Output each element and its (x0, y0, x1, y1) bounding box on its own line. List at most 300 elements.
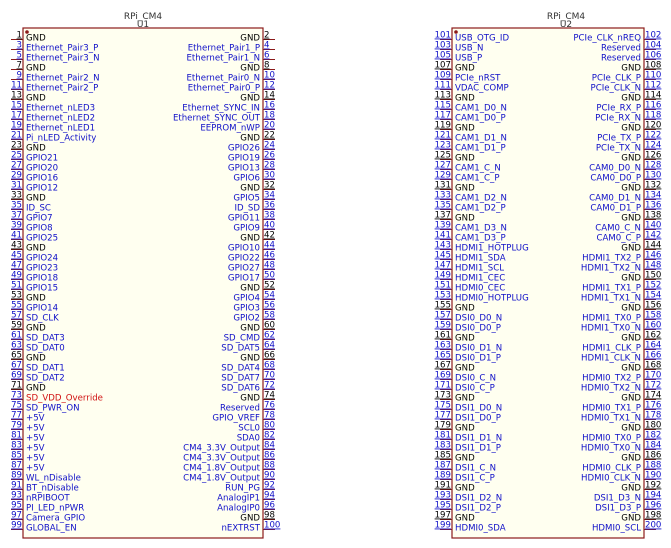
pin-number: 170 (645, 370, 662, 381)
pin-number: 193 (434, 490, 451, 501)
pin-number: 91 (11, 480, 22, 491)
pin-name: HDMI0_SDA (455, 523, 506, 534)
pin-name: GND (240, 393, 260, 404)
pin-name: GND (455, 183, 475, 194)
pin-number: 200 (645, 520, 662, 531)
pin-number: 167 (434, 360, 451, 371)
pin-name: CAM1_D3_N (455, 223, 507, 234)
pin-name: GPIO2 (233, 313, 260, 324)
pin-number: 189 (434, 470, 451, 481)
pin-name: PCIe_CLK_P (591, 73, 641, 84)
pin-number: 54 (264, 290, 275, 301)
pin-number: 178 (645, 410, 662, 421)
pin-name: CAM0_C_N (595, 223, 641, 234)
pin-number: 14 (264, 90, 275, 101)
pin-name: PCIe_TX_P (597, 133, 641, 144)
pin-name: GND (455, 303, 475, 314)
pin-name: SD_DAT6 (221, 383, 260, 394)
pin-name: GND (240, 283, 260, 294)
pin-name: Reserved (601, 53, 641, 64)
pin-name: CM4_3.3V_Output (183, 453, 260, 464)
pin-name: SCL0 (238, 423, 260, 434)
pin-name: GND (621, 393, 641, 404)
pin-number: 135 (434, 200, 451, 211)
pin-name: SD_DAT2 (26, 373, 65, 384)
pin-number: 139 (434, 220, 451, 231)
pin-name: PCIe_RX_N (595, 113, 641, 124)
pin-number: 153 (434, 290, 451, 301)
pin-number: 36 (264, 200, 275, 211)
pin-name: AnalogIP0 (217, 503, 260, 514)
pin-name: Ethernet_Pair0_N (186, 73, 260, 84)
pin-name: GPIO17 (227, 273, 260, 284)
pin-name: DSI1_D3_P (595, 503, 641, 514)
pin-name: GPIO15 (26, 283, 59, 294)
pin-number: 121 (434, 130, 451, 141)
pin-name: ID_SC (26, 203, 51, 214)
pin-name: Ethernet_Pair3_N (26, 53, 100, 64)
pin-number: 12 (264, 80, 275, 91)
pin-number: 110 (645, 70, 662, 81)
pin-number: 116 (645, 100, 662, 111)
pin-name: HDMI0_SCL (591, 523, 641, 534)
pin-number: 156 (645, 300, 662, 311)
pin-number: 132 (645, 180, 662, 191)
pin-number: 72 (264, 380, 275, 391)
pin-name: GND (26, 193, 46, 204)
pin-name: +5V (26, 463, 45, 474)
pin-name: GND (621, 513, 641, 524)
pin-number: 119 (434, 120, 451, 131)
pin-name: CM4_1.8V_Output (183, 473, 260, 484)
pin-name: GND (455, 93, 475, 104)
pin-number: 85 (11, 450, 22, 461)
pin-number: 43 (11, 240, 22, 251)
pin-name: GND (26, 143, 46, 154)
pin-number: 103 (434, 40, 451, 51)
pin-name: GND (455, 123, 475, 134)
pin-name: SD_CMD (223, 333, 260, 344)
pin-number: 13 (11, 90, 22, 101)
pin-number: 191 (434, 480, 451, 491)
pin-name: GPIO22 (227, 253, 260, 264)
pin-name: Ethernet_Pair1_N (186, 53, 260, 64)
pin-name: HDMI0_TX0_N (580, 443, 641, 454)
pin-number: 23 (11, 140, 22, 151)
pin-number: 67 (11, 360, 22, 371)
pin-name: DSI1_D1_N (455, 433, 503, 444)
pin-number: 126 (645, 150, 662, 161)
pin-name: GND (240, 133, 260, 144)
pin-name: ID_SD (234, 203, 260, 214)
pin-name: GPIO19 (227, 153, 260, 164)
pin-number: 151 (434, 280, 451, 291)
pin-name: DSI1_D1_P (455, 443, 501, 454)
pin-name: GND (26, 63, 46, 74)
pin-name: Ethernet_SYNC_OUT (172, 113, 260, 124)
pin-name: Ethernet_SYNC_IN (182, 103, 260, 114)
pin-name: Ethernet_Pair0_P (187, 83, 260, 94)
pin-name: GPIO8 (26, 223, 53, 234)
pin-number: 143 (434, 240, 451, 251)
pin-name: Reserved (220, 403, 260, 414)
pin-number: 111 (434, 80, 451, 91)
pin-name: HDMI1_HOTPLUG (455, 243, 529, 254)
pin-number: 148 (645, 260, 662, 271)
pin-number: 158 (645, 310, 662, 321)
pin-number: 195 (434, 500, 451, 511)
pin-number: 59 (11, 320, 22, 331)
pin-number: 71 (11, 380, 22, 391)
pin-name: GPIO16 (26, 173, 59, 184)
pin-number: 83 (11, 440, 22, 451)
symbol-u1[interactable] (11, 12, 280, 538)
pin-number: 86 (264, 450, 275, 461)
pin-number: 162 (645, 330, 662, 341)
pin-name: CAM1_C_P (455, 173, 500, 184)
pin-name: GND (240, 63, 260, 74)
pin-name: GND (240, 513, 260, 524)
pin-number: 198 (645, 510, 662, 521)
pin-number: 155 (434, 300, 451, 311)
pin-name: DSI0_D1_P (455, 353, 501, 364)
pin-number: 166 (645, 350, 662, 361)
pin-name: GND (455, 423, 475, 434)
pin-name: WL_nDisable (26, 473, 81, 484)
symbol-u2-reference: U2 (559, 20, 573, 30)
pin-number: 146 (645, 250, 662, 261)
pin-number: 57 (11, 310, 22, 321)
pin-number: 122 (645, 130, 662, 141)
pin-name: USB_N (455, 43, 484, 54)
pin-name: VDAC_COMP (455, 83, 509, 94)
pin-name: GND (621, 63, 641, 74)
pin-name: GND (455, 483, 475, 494)
pin-name: GLOBAL_EN (26, 523, 77, 534)
pin-number: 10 (264, 70, 275, 81)
pin-name: GND (455, 213, 475, 224)
pin-name: SD_DAT5 (221, 343, 260, 354)
pin-number: 177 (434, 410, 451, 421)
pin-name: GND (240, 33, 260, 44)
pin-name: SD_PWR_ON (26, 403, 80, 414)
pin-name: GPIO26 (227, 143, 260, 154)
pin-name: DSI1_D2_P (455, 503, 501, 514)
pin-number: 152 (645, 280, 662, 291)
pin-number: 159 (434, 320, 451, 331)
pin-number: 183 (434, 440, 451, 451)
pin-name: GND (455, 363, 475, 374)
pin-number: 41 (11, 230, 22, 241)
pin-name: GPIO25 (26, 233, 59, 244)
pin-name: +5V (26, 453, 45, 464)
pin-name: CAM1_D1_P (455, 143, 506, 154)
pin-number: 174 (645, 390, 662, 401)
pin-number: 105 (434, 50, 451, 61)
pin-number: 21 (11, 130, 22, 141)
pin-number: 180 (645, 420, 662, 431)
pin-number: 6 (264, 50, 270, 61)
pin-number: 1 (16, 30, 22, 41)
pin-number: 74 (264, 390, 275, 401)
pin-number: 141 (434, 230, 451, 241)
pin-name: GND (240, 323, 260, 334)
pin-name: DSI0_C_N (455, 373, 497, 384)
pin-number: 154 (645, 290, 662, 301)
pin-name: Camera_GPIO (26, 513, 86, 524)
pin-name: HDMI0_CLK_P (582, 463, 641, 474)
pin-name: GPIO12 (26, 183, 59, 194)
pin-number: 136 (645, 200, 662, 211)
pin-name: GND (621, 123, 641, 134)
pin-name: Ethernet_Pair2_N (26, 73, 100, 84)
pin-number: 185 (434, 450, 451, 461)
pin-number: 3 (16, 40, 22, 51)
pin-name: +5V (26, 443, 45, 454)
pin-number: 125 (434, 150, 451, 161)
pin-number: 130 (645, 170, 662, 181)
pin-number: 77 (11, 410, 22, 421)
pin-number: 18 (264, 110, 275, 121)
pin-number: 90 (264, 470, 275, 481)
symbol-u2[interactable] (435, 12, 662, 538)
pin-number: 117 (434, 110, 451, 121)
pin-number: 106 (645, 50, 662, 61)
pin-number: 160 (645, 320, 662, 331)
pin-name: GND (240, 353, 260, 364)
pin-name: CAM1_D2_P (455, 203, 506, 214)
pin-number: 181 (434, 430, 451, 441)
pin-name: GPIO3 (233, 303, 260, 314)
pin-number: 4 (264, 40, 270, 51)
pin-name: +5V (26, 423, 45, 434)
pin-number: 194 (645, 490, 662, 501)
pin-name: GPIO13 (227, 163, 260, 174)
pin-number: 25 (11, 150, 22, 161)
pin-number: 80 (264, 420, 275, 431)
pin-number: 100 (264, 520, 281, 531)
pin-number: 50 (264, 270, 275, 281)
pin-name: CM4_3.3V_Output (183, 443, 260, 454)
pin-number: 66 (264, 350, 275, 361)
pin-number: 113 (434, 90, 451, 101)
pin-number: 55 (11, 300, 22, 311)
pin-number: 150 (645, 270, 662, 281)
pin-number: 22 (264, 130, 275, 141)
pin-name: HDMI1_TX0_P (582, 313, 641, 324)
pin-number: 149 (434, 270, 451, 281)
pin-name: CAM1_D3_P (455, 233, 506, 244)
pin-name: CAM0_D1_P (590, 203, 641, 214)
pin-number: 168 (645, 360, 662, 371)
pin-name: CAM1_D2_N (455, 193, 507, 204)
pin-number: 44 (264, 240, 275, 251)
pin-number: 137 (434, 210, 451, 221)
pin-number: 68 (264, 360, 275, 371)
pin-number: 45 (11, 250, 22, 261)
pin-number: 173 (434, 390, 451, 401)
pin-number: 184 (645, 440, 662, 451)
pin-name: USB_P (455, 53, 483, 64)
pin-name: Ethernet_nLED1 (26, 123, 96, 134)
pin-number: 27 (11, 160, 22, 171)
pin-name: RUN_PG (225, 483, 260, 494)
pin-name: CAM1_D0_P (455, 113, 506, 124)
pin-name: GND (240, 233, 260, 244)
pin-name: SD_CLK (26, 313, 59, 324)
pin-number: 63 (11, 340, 22, 351)
pin-number: 172 (645, 380, 662, 391)
pin-name: PCIe_TX_N (595, 143, 641, 154)
pin-name: CAM0_D0_P (590, 173, 641, 184)
pin-number: 34 (264, 190, 275, 201)
pin-number: 49 (11, 270, 22, 281)
pin-number: 107 (434, 60, 451, 71)
pin-number: 99 (11, 520, 22, 531)
pin-name: CAM0_D1_N (589, 193, 641, 204)
pin-name: HDMI1_CLK_N (581, 353, 641, 364)
pin-name: DSI1_D3_N (593, 493, 641, 504)
pin-name: CM4_1.8V_Output (183, 463, 260, 474)
pin-number: 145 (434, 250, 451, 261)
pin-name: PI_LED_nPWR (26, 503, 85, 514)
pin-number: 38 (264, 210, 275, 221)
pin-number: 31 (11, 180, 22, 191)
pin-number: 104 (645, 40, 662, 51)
pin-number: 87 (11, 460, 22, 471)
pin-number: 47 (11, 260, 22, 271)
pin-name: GPIO4 (233, 293, 260, 304)
pin-name: GPIO_VREF (212, 413, 260, 424)
pin-number: 129 (434, 170, 451, 181)
pin-number: 101 (434, 30, 451, 41)
pin-name: CAM0_C_P (596, 233, 641, 244)
pin-name: GND (621, 273, 641, 284)
pin-name: GND (26, 243, 46, 254)
pin-name: GPIO18 (26, 273, 59, 284)
pin-number: 62 (264, 330, 275, 341)
pin-number: 73 (11, 390, 22, 401)
pin-number: 89 (11, 470, 22, 481)
pin-number: 179 (434, 420, 451, 431)
pin-number: 196 (645, 500, 662, 511)
pin-name: HDMI0_TX1_P (582, 403, 641, 414)
pin-number: 197 (434, 510, 451, 521)
pin-name: GPIO5 (233, 193, 260, 204)
pin-number: 70 (264, 370, 275, 381)
pin-number: 11 (11, 80, 22, 91)
pin-number: 7 (16, 60, 22, 71)
pin-name: GND (621, 453, 641, 464)
pin-name: USB_OTG_ID (455, 33, 510, 44)
pin-name: SD_VDD_Override (26, 393, 103, 404)
pin-number: 188 (645, 460, 662, 471)
symbol-u1-reference: U1 (136, 20, 150, 30)
pin-number: 35 (11, 200, 22, 211)
pin-number: 192 (645, 480, 662, 491)
pin-name: GPIO7 (26, 213, 53, 224)
pin-name: SD_DAT4 (221, 363, 260, 374)
pin-name: HDMI1_TX1_N (580, 293, 641, 304)
pin-number: 114 (645, 90, 662, 101)
pin-number: 163 (434, 340, 451, 351)
pin-name: GPIO10 (227, 243, 260, 254)
pin-number: 108 (645, 60, 662, 71)
pin-name: HDMI0_CEC (455, 283, 506, 294)
pin-name: GND (621, 153, 641, 164)
pin-name: GND (26, 353, 46, 364)
pin-name: GND (455, 453, 475, 464)
pin-name: GND (621, 303, 641, 314)
pin-number: 76 (264, 400, 275, 411)
pin-number: 169 (434, 370, 451, 381)
pin-number: 32 (264, 180, 275, 191)
pin-number: 81 (11, 430, 22, 441)
pin-number: 176 (645, 400, 662, 411)
pin-number: 182 (645, 430, 662, 441)
pin-number: 98 (264, 510, 275, 521)
pin-number: 165 (434, 350, 451, 361)
pin-number: 58 (264, 310, 275, 321)
pin-name: DSI0_D0_P (455, 323, 501, 334)
pin-name: GND (26, 33, 46, 44)
pin-number: 75 (11, 400, 22, 411)
pin-name: HDMI0_TX2_P (582, 373, 641, 384)
pin-name: GND (240, 93, 260, 104)
pin-name: GND (621, 333, 641, 344)
pin-number: 82 (264, 430, 275, 441)
pin-number: 64 (264, 340, 275, 351)
pin-number: 187 (434, 460, 451, 471)
pin-number: 48 (264, 260, 275, 271)
pin-name: BT_nDisable (26, 483, 79, 494)
pin-name: +5V (26, 433, 45, 444)
pin-name: EEPROM_nWP (200, 123, 260, 134)
pin-name: SD_DAT3 (26, 333, 65, 344)
pin-number: 120 (645, 120, 662, 131)
pin-number: 164 (645, 340, 662, 351)
pin-number: 39 (11, 220, 22, 231)
pin-number: 134 (645, 190, 662, 201)
pin-number: 147 (434, 260, 451, 271)
pin-number: 190 (645, 470, 662, 481)
pin-number: 40 (264, 220, 275, 231)
pin-name: Pi_nLED_Activity (26, 133, 97, 144)
pin-number: 17 (11, 110, 22, 121)
pin-number: 26 (264, 150, 275, 161)
pin-name: DSI0_D0_N (455, 313, 503, 324)
pin-name: Ethernet_nLED3 (26, 103, 96, 114)
pin-name: DSI1_D0_P (455, 413, 501, 424)
pin-name: HDMI1_TX2_P (582, 253, 641, 264)
pin-name: PCIe_nRST (455, 73, 501, 84)
pin-name: DSI1_D0_N (455, 403, 503, 414)
pin-name: DSI0_D1_N (455, 343, 503, 354)
pin-name: GPIO14 (26, 303, 59, 314)
pin-name: PCIe_CLK_nREQ (573, 33, 641, 44)
pin-name: GPIO23 (26, 263, 59, 274)
pin-name: GND (455, 333, 475, 344)
pin-number: 157 (434, 310, 451, 321)
pin-name: GPIO20 (26, 163, 59, 174)
pin-number: 56 (264, 300, 275, 311)
pin-name: GND (26, 323, 46, 334)
pin-name: Ethernet_Pair2_P (26, 83, 99, 94)
pin-name: HDMI1_TX2_N (580, 263, 641, 274)
pin-number: 199 (434, 520, 451, 531)
pin-number: 28 (264, 160, 275, 171)
pin-name: GND (621, 213, 641, 224)
